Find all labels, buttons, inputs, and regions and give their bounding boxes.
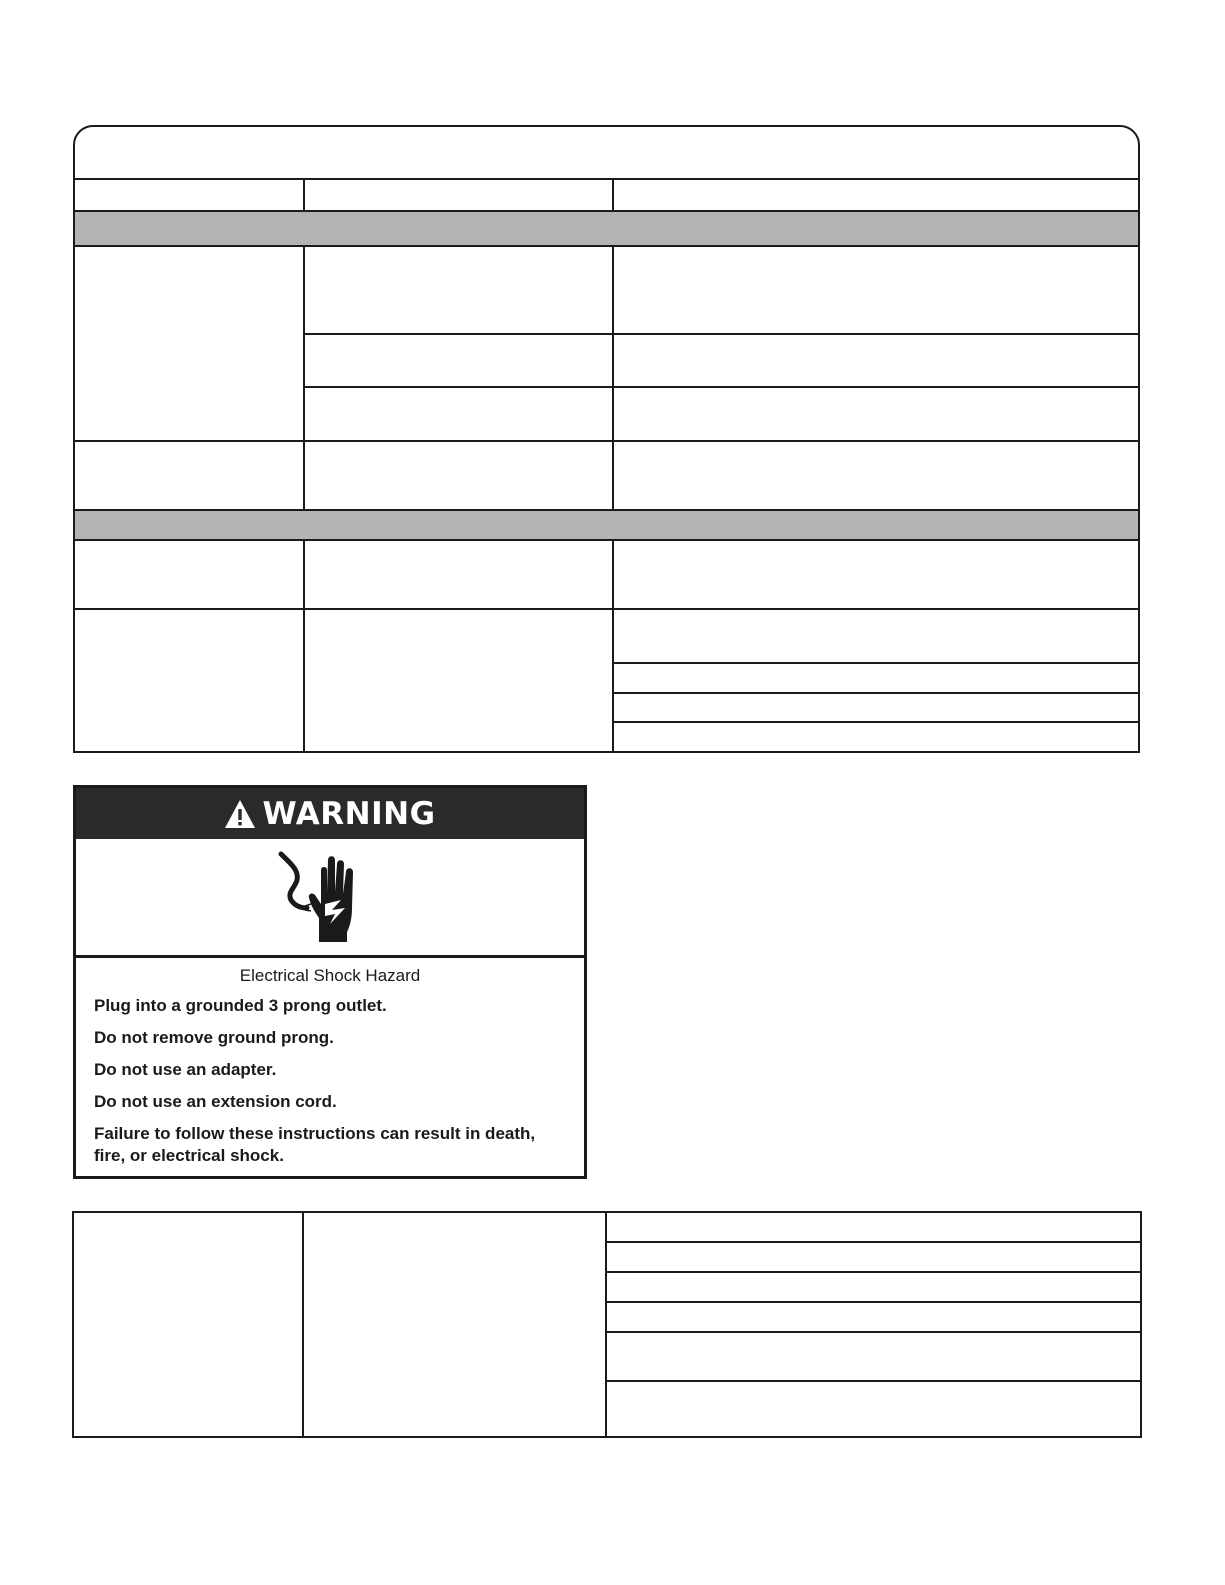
table-row-divider	[612, 692, 1140, 694]
column-divider	[605, 1211, 607, 1438]
table-row-divider	[303, 386, 1140, 388]
column-divider	[303, 245, 305, 510]
warning-title: WARNING	[262, 795, 436, 832]
warning-instruction: fire, or electrical shock.	[94, 1146, 284, 1165]
table-row-divider	[303, 333, 1140, 335]
troubleshooting-table-bottom	[72, 1211, 1142, 1438]
column-divider	[612, 178, 614, 211]
warning-instruction: Plug into a grounded 3 prong outlet.	[94, 996, 387, 1015]
table-row-divider	[605, 1241, 1142, 1243]
table-row-divider	[73, 539, 1140, 541]
column-divider	[303, 539, 305, 752]
table-header-divider	[73, 178, 1140, 180]
table-row-divider	[612, 721, 1140, 723]
table-row-divider	[73, 245, 1140, 247]
warning-instruction: Failure to follow these instructions can result in death,	[94, 1124, 536, 1143]
section-band	[75, 211, 1138, 245]
column-divider	[612, 245, 614, 510]
column-divider	[302, 1211, 304, 1438]
warning-box	[73, 785, 587, 1179]
table-row-divider	[73, 440, 1140, 442]
warning-instruction: Do not use an adapter.	[94, 1060, 277, 1079]
table-row-divider	[73, 509, 1140, 511]
hazard-icon-area	[76, 839, 584, 958]
warning-instruction: Do not remove ground prong.	[94, 1028, 334, 1047]
table-row-divider	[73, 608, 1140, 610]
table-row-divider	[73, 210, 1140, 212]
section-band	[75, 511, 1138, 539]
electrical-shock-hand-icon	[275, 848, 371, 944]
column-divider	[303, 178, 305, 211]
table-row-divider	[612, 662, 1140, 664]
table-row-divider	[605, 1380, 1142, 1382]
warning-header	[76, 788, 584, 839]
table-row-divider	[605, 1331, 1142, 1333]
warning-triangle-icon	[224, 799, 256, 829]
hazard-title: Electrical Shock Hazard	[239, 966, 421, 985]
table-row-divider	[605, 1271, 1142, 1273]
table-row-divider	[605, 1301, 1142, 1303]
warning-instruction: Do not use an extension cord.	[94, 1092, 337, 1111]
